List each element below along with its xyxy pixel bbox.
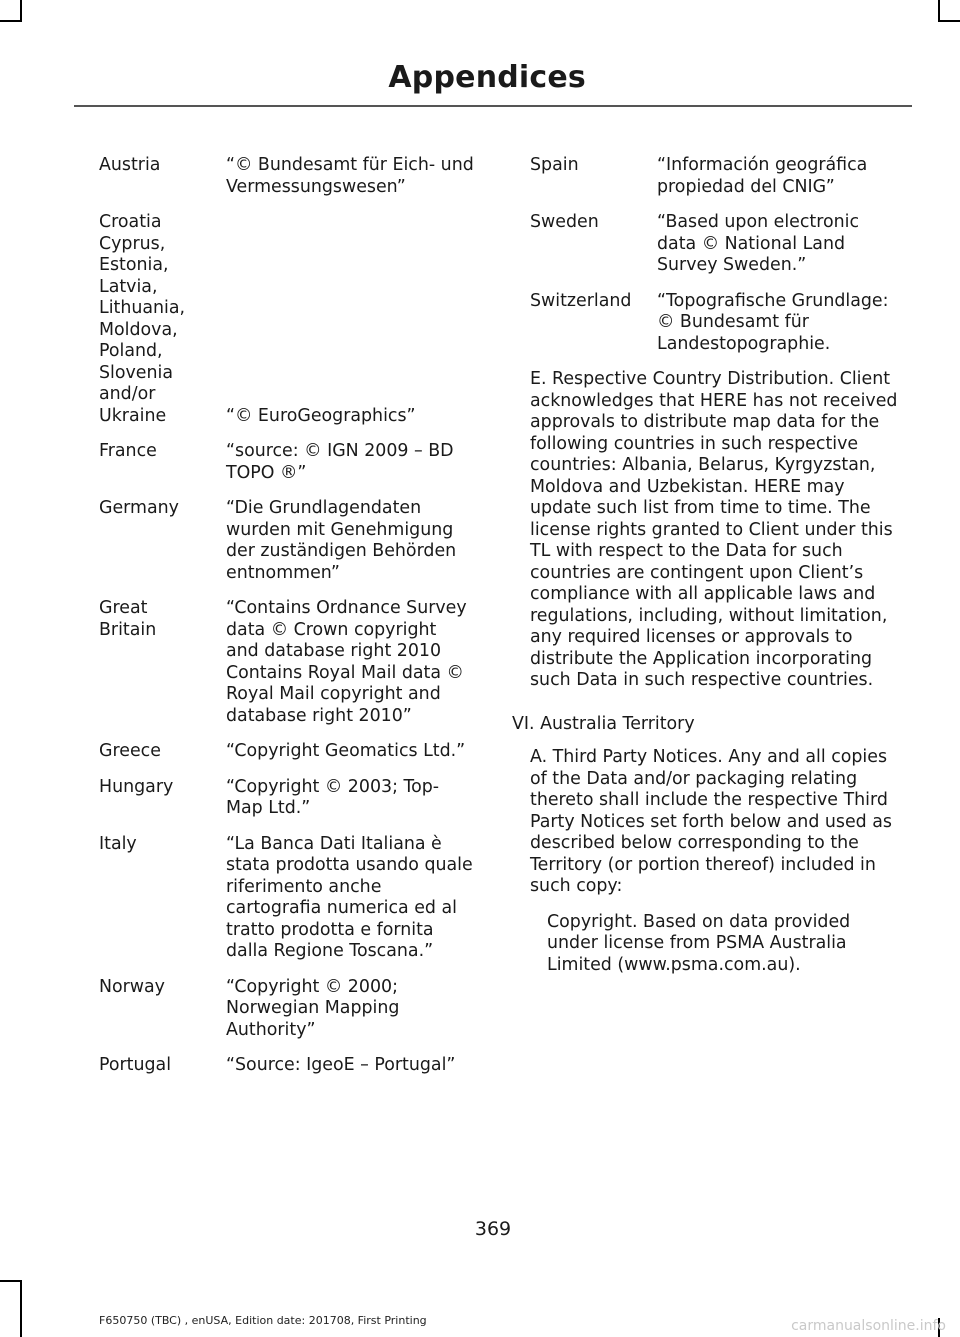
notice-text: “Contains Ordnance Survey data © Crown copyright and database right 2010 Contains Royal Mail data © Royal Mail copyright and database right 2010” [226,598,467,726]
notice-text: “© Bundesamt für Eich- und Vermessungswesen” [226,155,474,197]
country-name: France [99,441,157,461]
left-column [99,155,474,1077]
country-name: Austria [99,155,161,175]
notice-row-eurogeographics [99,212,474,427]
header-divider [74,105,912,107]
page-number: 369 [474,1218,512,1240]
notice-row-hungary [99,777,474,820]
crop-mark-top-right-v [938,0,940,22]
notice-row-sweden [512,212,902,277]
country-name: Spain [530,155,579,175]
notice-row-italy [99,834,474,963]
notice-text: “Topografische Grundlage: © Bundesamt für Landestopographie. [657,290,889,354]
crop-mark-top-left-h [0,20,22,22]
country-name: Hungary [99,776,174,797]
country-name: Germany [99,498,179,518]
country-name: Italy [99,833,137,854]
notice-row-germany [99,498,474,584]
crop-mark-bottom-left-h [0,1280,22,1282]
paragraph-psma-copyright: Copyright. Based on data provided under license from PSMA Australia Limited (www.psma.com.au). [547,911,851,975]
notice-text: “© EuroGeographics” [226,406,416,426]
notice-text: “Copyright © 2003; Top-Map Ltd.” [226,776,440,818]
crop-mark-top-right-h [938,20,960,22]
right-column [512,155,902,976]
country-name: Portugal [99,1055,172,1075]
page-title: Appendices [388,60,586,95]
crop-mark-bottom-left-v [20,1280,22,1337]
country-name: Croatia Cyprus, Estonia, Latvia, Lithuania, Moldova, Poland, Slovenia and/or Ukraine [99,212,186,426]
paragraph-third-party-notices: A. Third Party Notices. Any and all copies of the Data and/or packaging relating thereto shall include the respective Third Party Notices set forth below and used as described below corresponding to the Territory (or portion thereof) included in such copy: [530,747,892,896]
notice-text: “Die Grundlagendaten wurden mit Genehmigung der zuständigen Behörden entnommen” [226,498,457,583]
section-heading-australia: VI. Australia Territory [512,713,695,734]
edition-info: F650750 (TBC) , enUSA, Edition date: 201708, First Printing [99,1314,427,1327]
notice-row-spain [512,155,902,198]
notice-text: “Copyright Geomatics Ltd.” [226,741,466,761]
country-name: Sweden [530,212,599,232]
notice-row-norway [99,977,474,1042]
country-name: Norway [99,976,165,997]
notice-text: “Based upon electronic data © National Land Survey Sweden.” [657,212,860,275]
notice-text: “Información geográfica propiedad del CNIG” [657,155,868,197]
notice-row-portugal [99,1055,474,1077]
country-name: Switzerland [530,290,632,311]
notice-row-greece [99,741,474,763]
notice-row-france [99,441,474,484]
country-name: Greece [99,741,161,761]
country-name: Great Britain [99,598,157,640]
notice-text: “source: © IGN 2009 – BD TOPO ®” [226,441,454,483]
watermark: carmanualsonline.info [791,1318,946,1334]
notice-text: “La Banca Dati Italiana è stata prodotta usando quale riferimento anche cartografia numerica ed al tratto prodotta e fornita dalla Regione Toscana.” [226,833,473,961]
notice-text: “Copyright © 2000; Norwegian Mapping Authority” [226,976,400,1040]
notice-text: “Source: IgeoE – Portugal” [226,1055,456,1075]
crop-mark-top-left-v [20,0,22,22]
paragraph-country-distribution: E. Respective Country Distribution. Client acknowledges that HERE has not received approvals to distribute map data for the following countries in such respective countries: Albania, Belarus, Kyrgyzstan, Moldova and Uzbekistan. HERE may update such list from time to time. The license rights granted to Client under this TL with respect to the Data for such countries are contingent upon Client’s compliance with all applicable laws and regulations, including, without limitation, any required licenses or approvals to distribute the Application incorporating such Data in such respective countries. [530,369,898,690]
notice-row-switzerland [512,291,902,356]
notice-row-austria [99,155,474,198]
notice-row-great-britain [99,598,474,727]
